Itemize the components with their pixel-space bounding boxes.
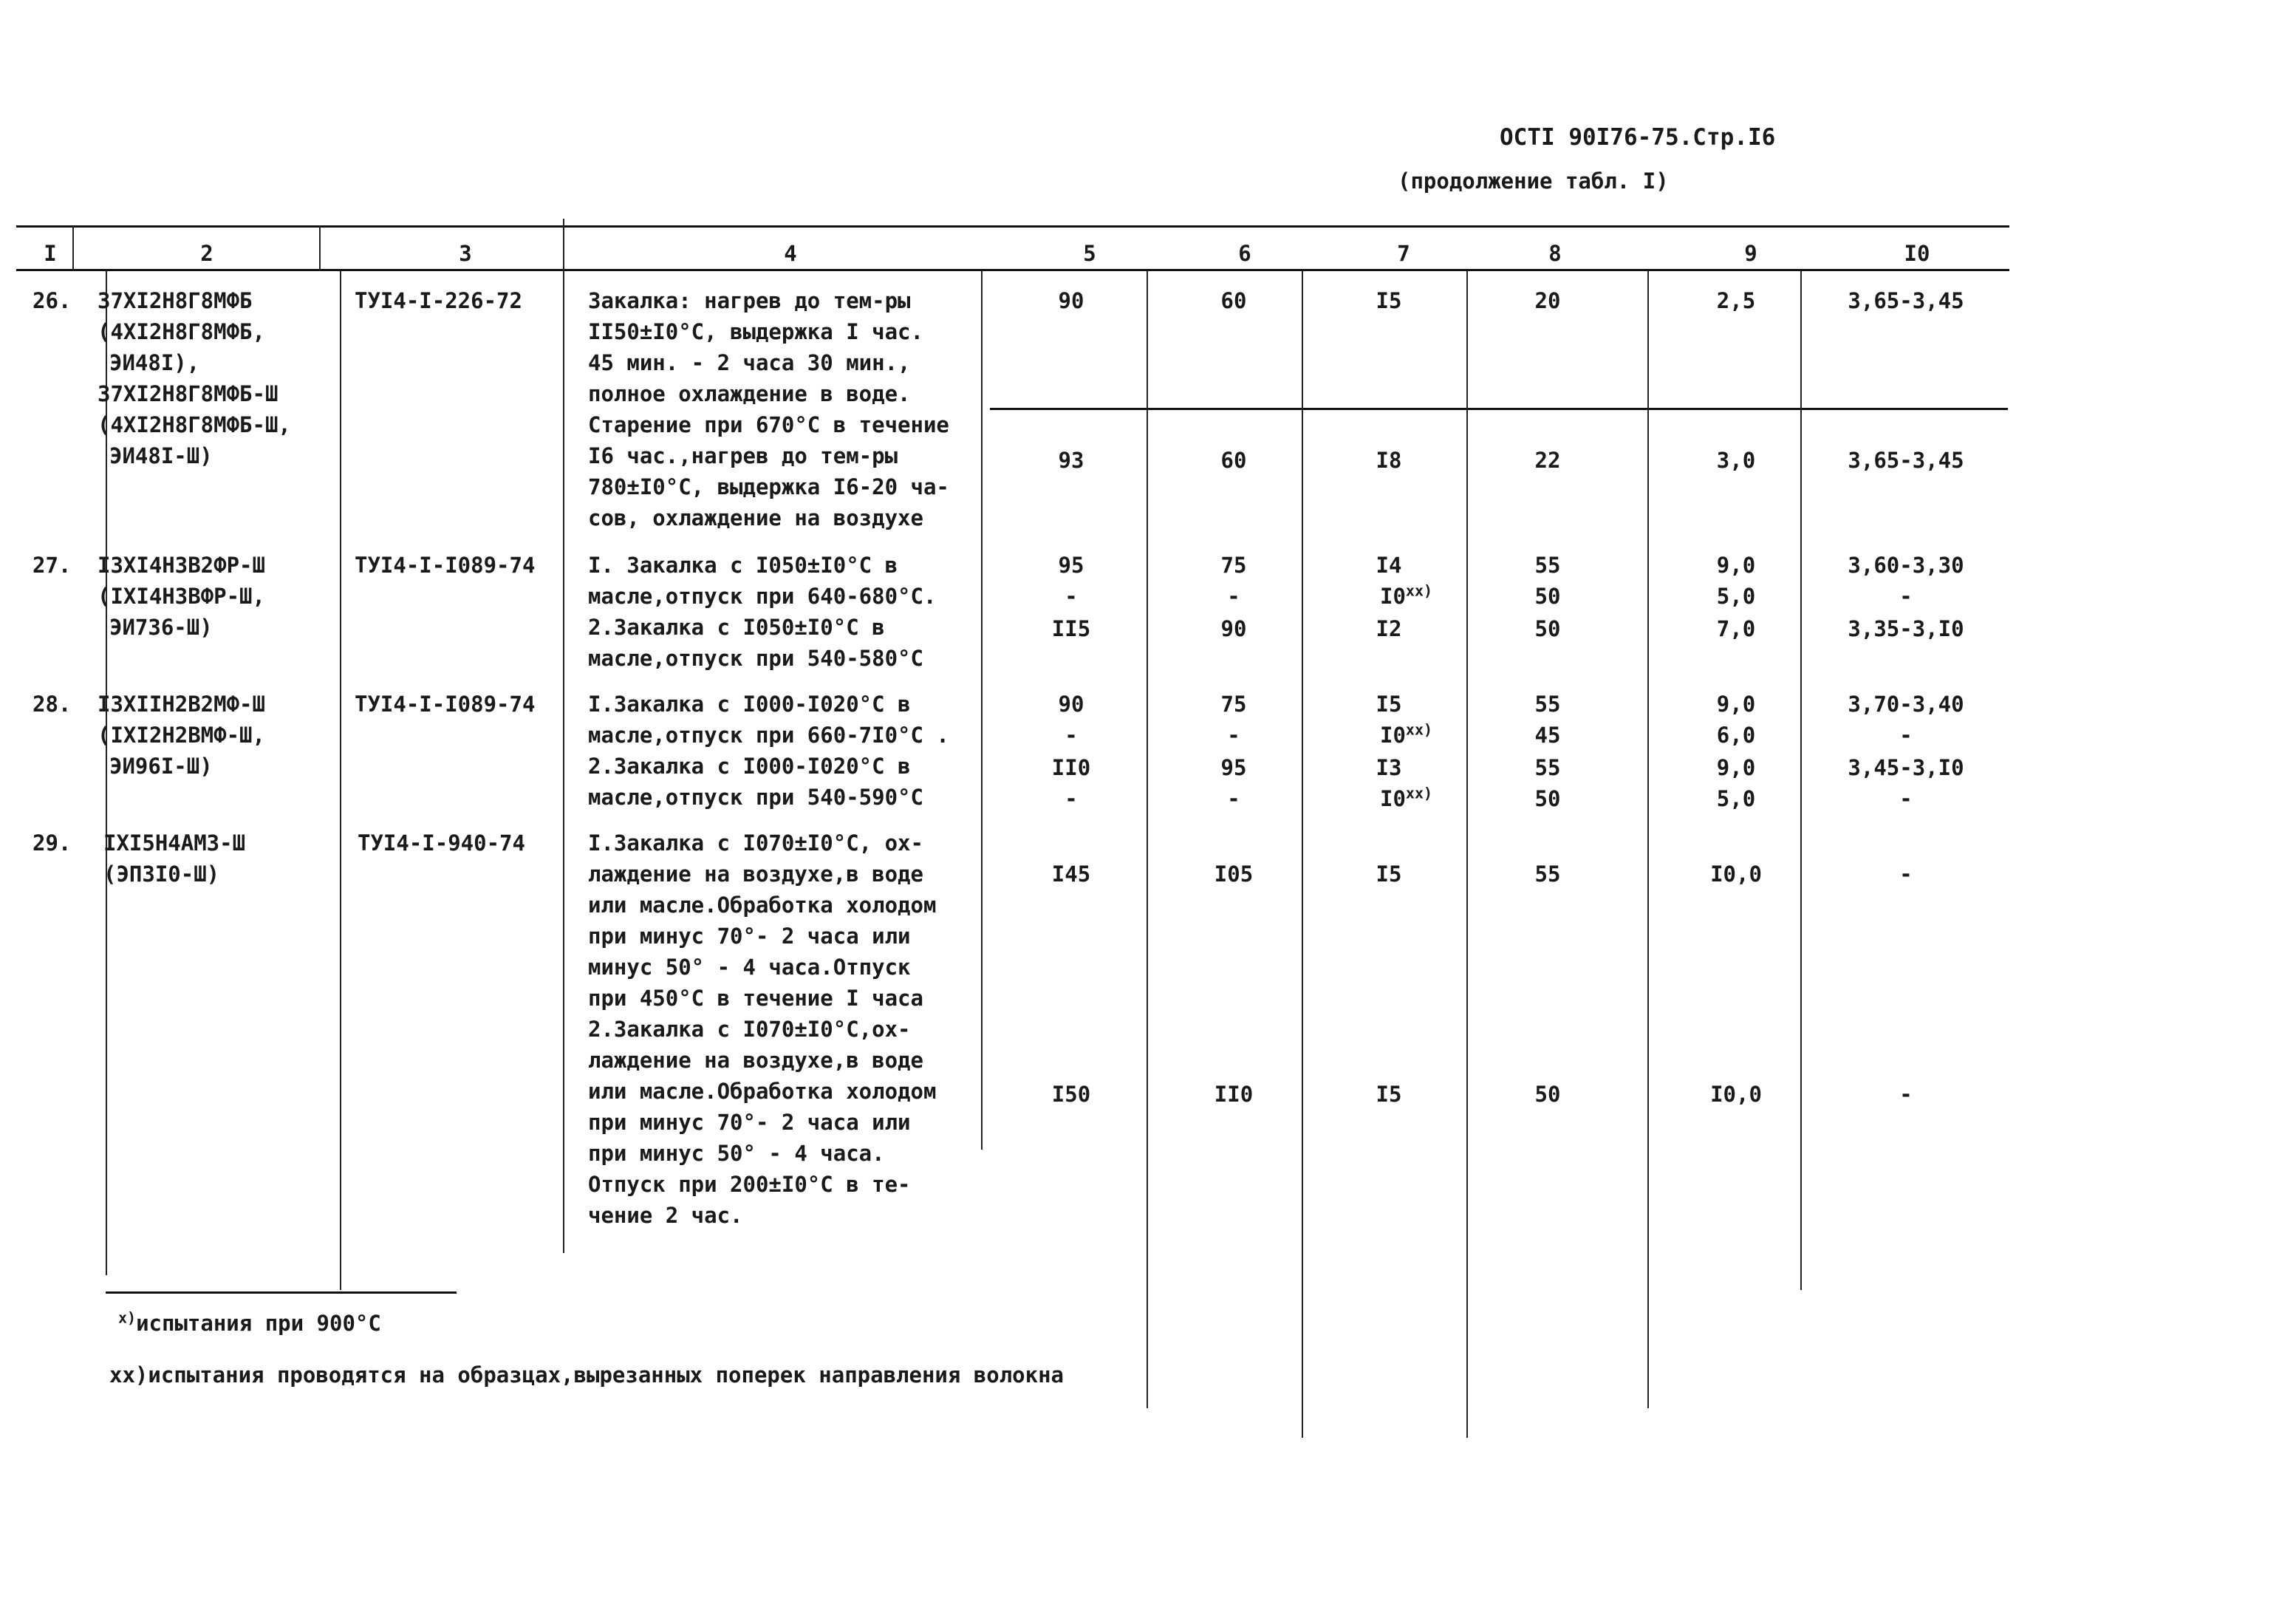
col-header-7: 7 bbox=[1397, 241, 1410, 266]
row-number: 27. bbox=[33, 553, 72, 578]
value-cell: 3,60-3,30 bbox=[1848, 553, 1964, 578]
value-cell: 2,5 bbox=[1716, 288, 1756, 313]
value-cell: 3,0 bbox=[1716, 448, 1756, 473]
col-header-9: 9 bbox=[1744, 241, 1757, 266]
steel-grade: ЭИ48I), bbox=[109, 350, 200, 375]
value-cell: 55 bbox=[1534, 692, 1561, 717]
col-line-10 bbox=[1800, 270, 1802, 1290]
treatment-line: 2.Закалка с I050±I0°C в bbox=[588, 615, 885, 640]
value-cell: 20 bbox=[1534, 288, 1561, 313]
value-cell: 9,0 bbox=[1716, 553, 1756, 578]
tech-spec: ТУI4-I-I089-74 bbox=[355, 553, 536, 578]
value-cell: I8 bbox=[1376, 448, 1402, 473]
tech-spec: ТУI4-I-940-74 bbox=[358, 830, 525, 856]
value-cell: 9,0 bbox=[1716, 755, 1756, 780]
value-cell: 3,70-3,40 bbox=[1848, 692, 1964, 717]
value-cell: 5,0 bbox=[1716, 786, 1756, 811]
col-header-8: 8 bbox=[1548, 241, 1562, 266]
value-cell: 50 bbox=[1534, 786, 1561, 811]
value-cell: - bbox=[1227, 584, 1240, 609]
treatment-line: полное охлаждение в воде. bbox=[588, 381, 911, 406]
treatment-line: 2.Закалка с I070±I0°C,ох- bbox=[588, 1017, 911, 1042]
value-cell: - bbox=[1227, 723, 1240, 748]
treatment-line: Закалка: нагрев до тем-ры bbox=[588, 288, 911, 313]
treatment-line: масле,отпуск при 660-7I0°C . bbox=[588, 723, 949, 748]
treatment-line: при минус 50° - 4 часа. bbox=[588, 1141, 885, 1166]
footnote-x: $^{x)}$испытания при 900°C bbox=[118, 1308, 381, 1336]
value-cell: 22 bbox=[1534, 448, 1561, 473]
value-cell: - bbox=[1899, 861, 1913, 887]
treatment-line: лаждение на воздухе,в воде bbox=[588, 1048, 923, 1073]
col-header-2: 2 bbox=[200, 241, 213, 266]
col-header-5: 5 bbox=[1083, 241, 1096, 266]
footnote-marker: xx) bbox=[1405, 581, 1433, 600]
treatment-line: I.Закалка с I000-I020°C в bbox=[588, 692, 911, 717]
steel-grade: (4XI2H8Г8МФБ, bbox=[98, 319, 265, 344]
value-cell: II5 bbox=[1051, 616, 1091, 641]
value-cell: - bbox=[1065, 786, 1078, 811]
row-number: 26. bbox=[33, 288, 72, 313]
treatment-line: масле,отпуск при 540-590°C bbox=[588, 785, 923, 810]
treatment-line: масле,отпуск при 640-680°C. bbox=[588, 584, 937, 609]
treatment-line: II50±I0°C, выдержка I час. bbox=[588, 319, 923, 344]
col-line-3 bbox=[340, 270, 341, 1290]
value-cell: I4 bbox=[1376, 553, 1402, 578]
table-continuation-note: (продолжение табл. I) bbox=[1398, 168, 1669, 194]
row-number: 29. bbox=[33, 830, 72, 856]
value-cell: I0$^{xx)}$ bbox=[1380, 581, 1433, 609]
value-cell: I0,0 bbox=[1710, 861, 1762, 887]
treatment-line: при 450°C в течение I часа bbox=[588, 986, 923, 1011]
value-cell: 3,65-3,45 bbox=[1848, 288, 1964, 313]
steel-grade: (IXI2H2BМФ-Ш, bbox=[98, 723, 265, 748]
value-cell: 55 bbox=[1534, 755, 1561, 780]
value-cell: I0$^{xx)}$ bbox=[1380, 720, 1433, 748]
treatment-line: I. Закалка с I050±I0°C в bbox=[588, 553, 898, 578]
value-cell: I45 bbox=[1051, 861, 1091, 887]
footnote-marker: xx) bbox=[1405, 720, 1433, 739]
value-cell: 75 bbox=[1220, 553, 1247, 578]
col-line-1 bbox=[72, 225, 74, 271]
treatment-line: I6 час.,нагрев до тем-ры bbox=[588, 443, 898, 468]
footnote-xx: xx)испытания проводятся на образцах,вырезанных поперек направления волокна bbox=[109, 1362, 1065, 1388]
value-cell: I0$^{xx)}$ bbox=[1380, 784, 1433, 811]
steel-grade: 37XI2H8Г8МФБ-Ш bbox=[98, 381, 279, 406]
col-line-4 bbox=[563, 219, 564, 1253]
value-cell: 5,0 bbox=[1716, 584, 1756, 609]
value-cell: 90 bbox=[1220, 616, 1247, 641]
value-cell: 3,65-3,45 bbox=[1848, 448, 1964, 473]
value-cell: 60 bbox=[1220, 288, 1247, 313]
value-cell: 50 bbox=[1534, 1082, 1561, 1107]
steel-grade: ЭИ736-Ш) bbox=[109, 615, 213, 640]
col-header-4: 4 bbox=[784, 241, 797, 266]
value-cell: 90 bbox=[1058, 288, 1084, 313]
value-cell: 50 bbox=[1534, 616, 1561, 641]
value-cell: 3,45-3,I0 bbox=[1848, 755, 1964, 780]
value-cell: I50 bbox=[1051, 1082, 1091, 1107]
steel-grade: ЭИ48I-Ш) bbox=[109, 443, 213, 468]
treatment-line: Старение при 670°C в течение bbox=[588, 412, 949, 437]
value-cell: 93 bbox=[1058, 448, 1084, 473]
value-cell: - bbox=[1899, 1082, 1913, 1107]
value-cell: 60 bbox=[1220, 448, 1247, 473]
value-cell: 75 bbox=[1220, 692, 1247, 717]
value-cell: 95 bbox=[1058, 553, 1084, 578]
footnote-marker: xx) bbox=[1405, 784, 1433, 802]
col-header-6: 6 bbox=[1238, 241, 1251, 266]
col-line-2h bbox=[319, 225, 321, 271]
steel-grade: (ЭП3I0-Ш) bbox=[103, 861, 220, 887]
value-cell: - bbox=[1065, 584, 1078, 609]
col-line-5 bbox=[981, 270, 983, 1150]
treatment-line: при минус 70°- 2 часа или bbox=[588, 924, 911, 949]
header-bottom-rule bbox=[16, 269, 2009, 271]
value-cell: I5 bbox=[1376, 692, 1402, 717]
tech-spec: ТУI4-I-I089-74 bbox=[355, 692, 536, 717]
col-line-7 bbox=[1302, 270, 1303, 1438]
col-line-9 bbox=[1647, 270, 1649, 1408]
value-cell: I05 bbox=[1214, 861, 1254, 887]
value-cell: 90 bbox=[1058, 692, 1084, 717]
col-line-6 bbox=[1147, 270, 1148, 1408]
col-header-3: 3 bbox=[459, 241, 472, 266]
value-cell: - bbox=[1227, 786, 1240, 811]
value-cell: I3 bbox=[1376, 755, 1402, 780]
treatment-line: I.Закалка с I070±I0°C, ох- bbox=[588, 830, 923, 856]
table-top-rule bbox=[16, 225, 2009, 228]
steel-grade: I3XI4H3B2ФР-Ш bbox=[98, 553, 265, 578]
value-cell: II0 bbox=[1051, 755, 1091, 780]
value-cell: II0 bbox=[1214, 1082, 1254, 1107]
value-cell: 6,0 bbox=[1716, 723, 1756, 748]
value-cell: 9,0 bbox=[1716, 692, 1756, 717]
value-cell: - bbox=[1899, 723, 1913, 748]
treatment-line: сов, охлаждение на воздухе bbox=[588, 505, 923, 530]
steel-grade: (IXI4H3BФР-Ш, bbox=[98, 584, 265, 609]
treatment-line: 2.Закалка с I000-I020°C в bbox=[588, 754, 911, 779]
tech-spec: ТУI4-I-226-72 bbox=[355, 288, 522, 313]
treatment-line: масле,отпуск при 540-580°C bbox=[588, 646, 923, 671]
treatment-line: Отпуск при 200±I0°C в те- bbox=[588, 1172, 911, 1197]
treatment-line: или масле.Обработка холодом bbox=[588, 1079, 937, 1104]
document-reference: ОСТI 90I76-75.Стр.I6 bbox=[1500, 124, 1776, 151]
value-cell: I5 bbox=[1376, 288, 1402, 313]
footnote-separator bbox=[106, 1291, 457, 1294]
col-header-1: I bbox=[44, 241, 57, 266]
value-cell: - bbox=[1065, 723, 1078, 748]
value-cell: 95 bbox=[1220, 755, 1247, 780]
steel-grade: (4XI2H8Г8МФБ-Ш, bbox=[98, 412, 291, 437]
value-cell: I2 bbox=[1376, 616, 1402, 641]
steel-grade: I3XIIH2B2МФ-Ш bbox=[98, 692, 265, 717]
col-header-10: I0 bbox=[1904, 241, 1930, 266]
row-number: 28. bbox=[33, 692, 72, 717]
row26-split-rule bbox=[990, 408, 2008, 410]
steel-grade: IXI5H4АМ3-Ш bbox=[103, 830, 246, 856]
treatment-line: 780±I0°C, выдержка I6-20 ча- bbox=[588, 474, 949, 499]
value-cell: 55 bbox=[1534, 553, 1561, 578]
value-cell: 3,35-3,I0 bbox=[1848, 616, 1964, 641]
value-cell: I0,0 bbox=[1710, 1082, 1762, 1107]
treatment-line: чение 2 час. bbox=[588, 1203, 743, 1228]
value-cell: 50 bbox=[1534, 584, 1561, 609]
steel-grade: ЭИ96I-Ш) bbox=[109, 754, 213, 779]
value-cell: I5 bbox=[1376, 861, 1402, 887]
treatment-line: или масле.Обработка холодом bbox=[588, 893, 937, 918]
value-cell: 7,0 bbox=[1716, 616, 1756, 641]
value-cell: - bbox=[1899, 584, 1913, 609]
value-cell: I5 bbox=[1376, 1082, 1402, 1107]
value-cell: - bbox=[1899, 786, 1913, 811]
treatment-line: при минус 70°- 2 часа или bbox=[588, 1110, 911, 1135]
value-cell: 55 bbox=[1534, 861, 1561, 887]
treatment-line: 45 мин. - 2 часа 30 мин., bbox=[588, 350, 911, 375]
value-cell: 45 bbox=[1534, 723, 1561, 748]
treatment-line: лаждение на воздухе,в воде bbox=[588, 861, 923, 887]
treatment-line: минус 50° - 4 часа.Отпуск bbox=[588, 955, 911, 980]
col-line-8 bbox=[1466, 270, 1468, 1438]
steel-grade: 37XI2H8Г8МФБ bbox=[98, 288, 253, 313]
